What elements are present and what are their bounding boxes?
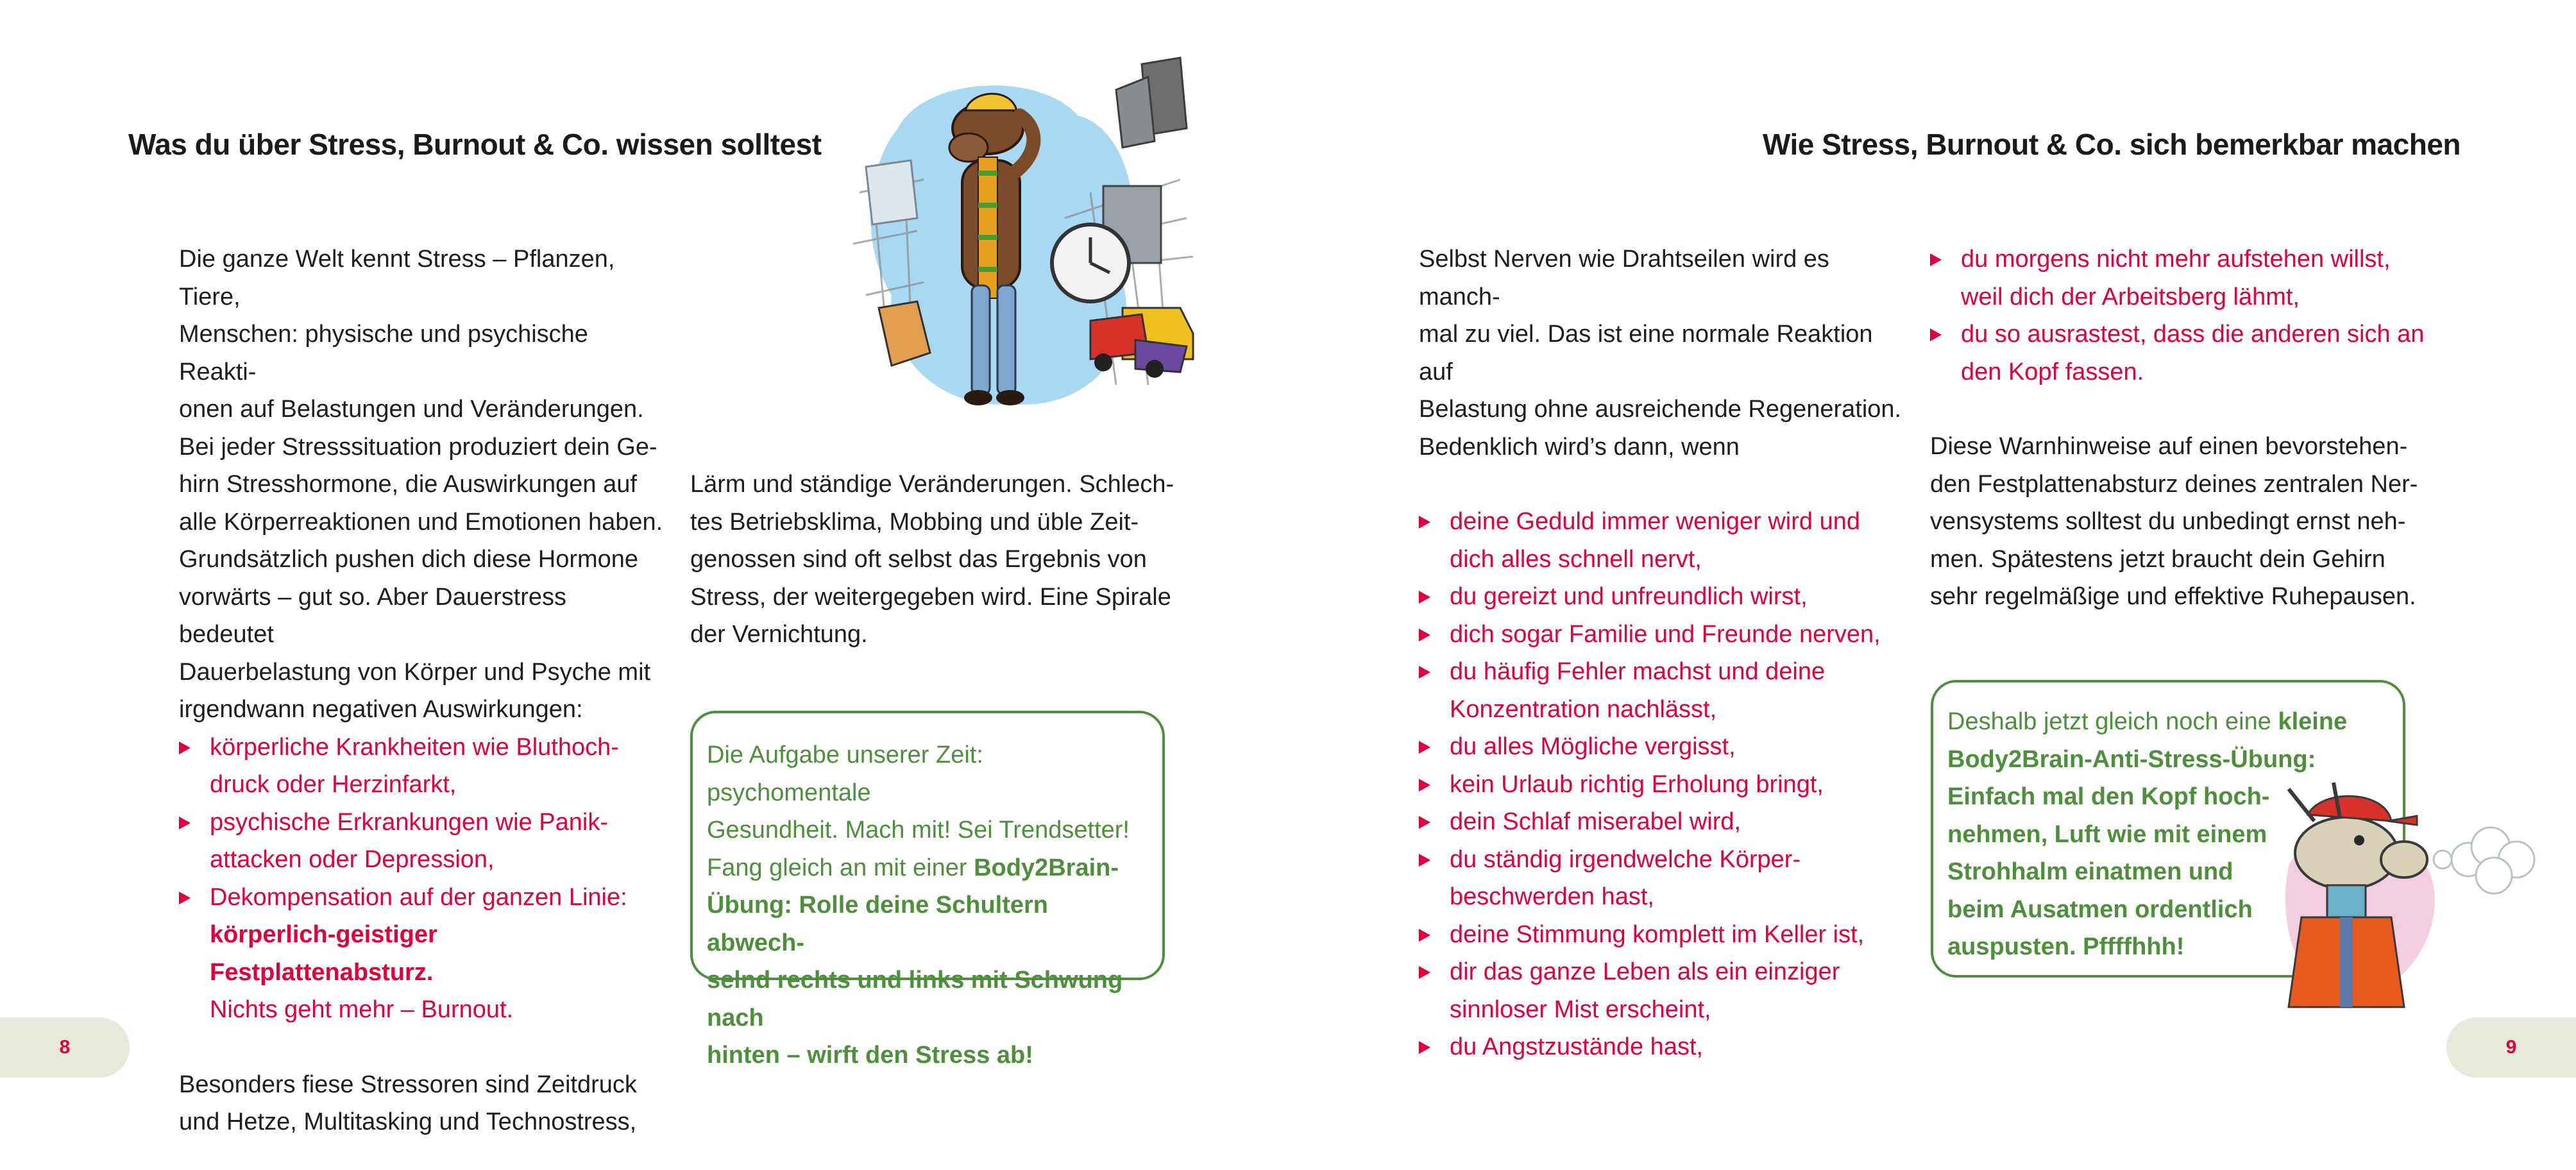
list-item: [179, 804, 666, 879]
list-item-text: Nichts geht mehr – Burnout.: [210, 996, 514, 1023]
triangle-bullet-icon: [1419, 1041, 1430, 1054]
list-item-text: du ständig irgendwelche Körper-: [1450, 845, 1801, 873]
paragraph-line: Diese Warnhinweise auf einen bevorstehen-: [1930, 433, 2408, 460]
triangle-bullet-icon: [1419, 779, 1430, 792]
tip-line: Deshalb jetzt gleich noch eine: [1947, 708, 2278, 735]
consequences-list: [179, 729, 666, 1029]
list-item: [1419, 803, 1906, 841]
list-item: [1419, 916, 1906, 954]
triangle-bullet-icon: [1419, 516, 1430, 529]
right-page: [1288, 0, 2576, 1170]
tip-line: Die Aufgabe unserer Zeit: psychomentale: [707, 742, 983, 806]
list-item-text: du so ausrastest, dass die anderen sich an: [1961, 321, 2425, 348]
tip-emphasis: Übung: Rolle deine Schultern abwech-: [707, 892, 1049, 956]
triangle-bullet-icon: [1419, 741, 1430, 754]
list-item: [1930, 316, 2443, 391]
triangle-bullet-icon: [1419, 591, 1430, 604]
tip-emphasis: Body2Brain-Anti-Stress-Übung:: [1947, 745, 2316, 773]
left-page-heading: Was du über Stress, Burnout & Co. wissen solltest: [128, 128, 822, 161]
triangle-bullet-icon: [1419, 816, 1430, 829]
triangle-bullet-icon: [1419, 966, 1430, 979]
tip-emphasis: kleine: [2278, 708, 2348, 735]
list-item-text: dir das ganze Leben als ein einziger: [1450, 958, 1840, 985]
tip-emphasis: Body2Brain-: [974, 854, 1119, 881]
column-2-paragraph: [690, 466, 1178, 654]
list-item-text: du häufig Fehler machst und deine: [1450, 658, 1826, 685]
intro-line: Bei jeder Stresssituation produziert dein Ge-: [179, 433, 657, 461]
right-page-heading: Wie Stress, Burnout & Co. sich bemerkbar machen: [1762, 128, 2461, 161]
list-item-text: sinnloser Mist erscheint,: [1450, 996, 1711, 1023]
list-item-text: du morgens nicht mehr aufstehen willst,: [1961, 246, 2391, 273]
list-item-text: den Kopf fassen.: [1961, 358, 2144, 386]
tip-emphasis: nehmen, Luft wie mit einem: [1947, 820, 2267, 848]
intro-line: Grundsätzlich pushen dich diese Hormone: [179, 546, 639, 573]
list-item: [1419, 953, 1906, 1028]
intro-paragraph: [1419, 241, 1906, 466]
intro-line: vorwärts – gut so. Aber Dauerstress bedeutet: [179, 583, 567, 648]
list-item-text: druck oder Herzinfarkt,: [210, 771, 457, 798]
list-item-text: deine Stimmung komplett im Keller ist,: [1450, 920, 1865, 948]
list-item-text: du alles Mögliche vergisst,: [1450, 733, 1736, 760]
intro-line: Selbst Nerven wie Drahtseilen wird es manch-: [1419, 246, 1829, 310]
list-item: [179, 879, 666, 1029]
triangle-bullet-icon: [1930, 253, 1942, 266]
stressed-horse-illustration: [847, 51, 1206, 436]
list-item-text: dich sogar Familie und Freunde nerven,: [1450, 620, 1881, 648]
triangle-bullet-icon: [179, 892, 191, 904]
triangle-bullet-icon: [1419, 929, 1430, 942]
blowing-horse-illustration: [2263, 763, 2545, 1013]
list-item: [1419, 1028, 1906, 1066]
list-item-text: beschwerden hast,: [1450, 883, 1654, 910]
list-item-text: deine Geduld immer weniger wird und: [1450, 508, 1860, 535]
page-number-left: 8: [0, 1017, 130, 1078]
list-item: [1419, 616, 1906, 654]
paragraph-line: der Vernichtung.: [690, 621, 868, 648]
intro-line: mal zu viel. Das ist eine normale Reaktion auf: [1419, 321, 1873, 386]
right-column-2: [1930, 241, 2443, 616]
triangle-bullet-icon: [1419, 854, 1430, 867]
intro-line: irgendwann negativen Auswirkungen:: [179, 696, 583, 723]
intro-line: onen auf Belastungen und Veränderungen.: [179, 396, 644, 423]
list-item-text: dein Schlaf miserabel wird,: [1450, 808, 1741, 835]
blowing-horse-icon: [2263, 763, 2545, 1013]
paragraph-line: Stress, der weitergegeben wird. Eine Spirale: [690, 583, 1171, 611]
tip-emphasis: beim Ausatmen ordentlich: [1947, 895, 2253, 923]
tip-box-left: [690, 711, 1165, 1069]
intro-line: Menschen: physische und psychische Reakti-: [179, 321, 588, 386]
intro-paragraph: [179, 241, 666, 729]
intro-line: Belastung ohne ausreichende Regeneration.: [1419, 396, 1902, 423]
list-item: [1419, 653, 1906, 728]
intro-line: alle Körperreaktionen und Emotionen haben.: [179, 508, 663, 536]
list-item-text: Konzentration nachlässt,: [1450, 695, 1717, 723]
list-item-text: körperliche Krankheiten wie Bluthoch-: [210, 733, 619, 761]
tip-emphasis: hinten – wirft den Stress ab!: [707, 1042, 1033, 1069]
list-item-text: Dekompensation auf der ganzen Linie:: [210, 883, 627, 911]
tip-emphasis: Einfach mal den Kopf hoch-: [1947, 783, 2270, 810]
list-item: [1419, 578, 1906, 616]
paragraph-line: vensystems solltest du unbedingt ernst neh-: [1930, 508, 2406, 535]
intro-line: Bedenklich wird’s dann, wenn: [1419, 433, 1740, 461]
intro-line: Dauerbelastung von Körper und Psyche mit: [179, 658, 651, 686]
list-item-text: dich alles schnell nervt,: [1450, 545, 1702, 573]
list-item: [1419, 841, 1906, 916]
list-item-emphasis: körperlich-geistiger Festplattenabsturz.: [210, 921, 437, 986]
outro-line: Besonders fiese Stressoren sind Zeitdruck: [179, 1071, 637, 1098]
paragraph-line: men. Spätestens jetzt braucht dein Gehirn: [1930, 545, 2385, 573]
right-column-1: [1419, 241, 1906, 1066]
triangle-bullet-icon: [1930, 328, 1942, 341]
list-item: [1419, 503, 1906, 578]
warning-signs-list-continued: [1930, 241, 2443, 391]
paragraph-line: sehr regelmäßige und effektive Ruhepausen.: [1930, 583, 2416, 610]
paragraph-line: tes Betriebsklima, Mobbing und üble Zeit-: [690, 508, 1139, 536]
stressed-horse-icon: [847, 51, 1206, 436]
list-item-text: kein Urlaub richtig Erholung bringt,: [1450, 770, 1824, 798]
intro-line: hirn Stresshormone, die Auswirkungen auf: [179, 471, 637, 498]
left-column-2: [690, 466, 1178, 654]
warning-paragraph: [1930, 428, 2443, 616]
outro-paragraph: [179, 1066, 666, 1141]
tip-line: Gesundheit. Mach mit! Sei Trendsetter!: [707, 817, 1130, 844]
page-number-right: 9: [2446, 1017, 2576, 1078]
list-item-text: du gereizt und unfreundlich wirst,: [1450, 583, 1808, 610]
paragraph-line: Lärm und ständige Veränderungen. Schlech-: [690, 471, 1174, 498]
triangle-bullet-icon: [1419, 666, 1430, 679]
triangle-bullet-icon: [179, 817, 191, 829]
paragraph-line: genossen sind oft selbst das Ergebnis von: [690, 546, 1147, 573]
intro-line: Die ganze Welt kennt Stress – Pflanzen, Tiere,: [179, 246, 615, 310]
left-column-1: [179, 241, 666, 1141]
tip-emphasis: selnd rechts und links mit Schwung nach: [707, 967, 1123, 1031]
tip-line: Fang gleich an mit einer: [707, 854, 974, 881]
tip-emphasis: auspusten. Pffffhhh!: [1947, 933, 2185, 960]
list-item-text: attacken oder Depression,: [210, 846, 495, 873]
triangle-bullet-icon: [179, 742, 191, 754]
list-item: [1419, 766, 1906, 804]
warning-signs-list: [1419, 503, 1906, 1066]
list-item: [1930, 241, 2443, 316]
list-item-text: weil dich der Arbeitsberg lähmt,: [1961, 283, 2300, 310]
tip-emphasis: Strohhalm einatmen und: [1947, 858, 2233, 885]
list-item-text: psychische Erkrankungen wie Panik-: [210, 808, 608, 836]
list-item-text: du Angstzustände hast,: [1450, 1033, 1704, 1060]
list-item: [1419, 728, 1906, 766]
list-item: [179, 729, 666, 804]
paragraph-line: den Festplattenabsturz deines zentralen Ner-: [1930, 470, 2418, 498]
outro-line: und Hetze, Multitasking und Technostress,: [179, 1108, 637, 1135]
triangle-bullet-icon: [1419, 629, 1430, 641]
